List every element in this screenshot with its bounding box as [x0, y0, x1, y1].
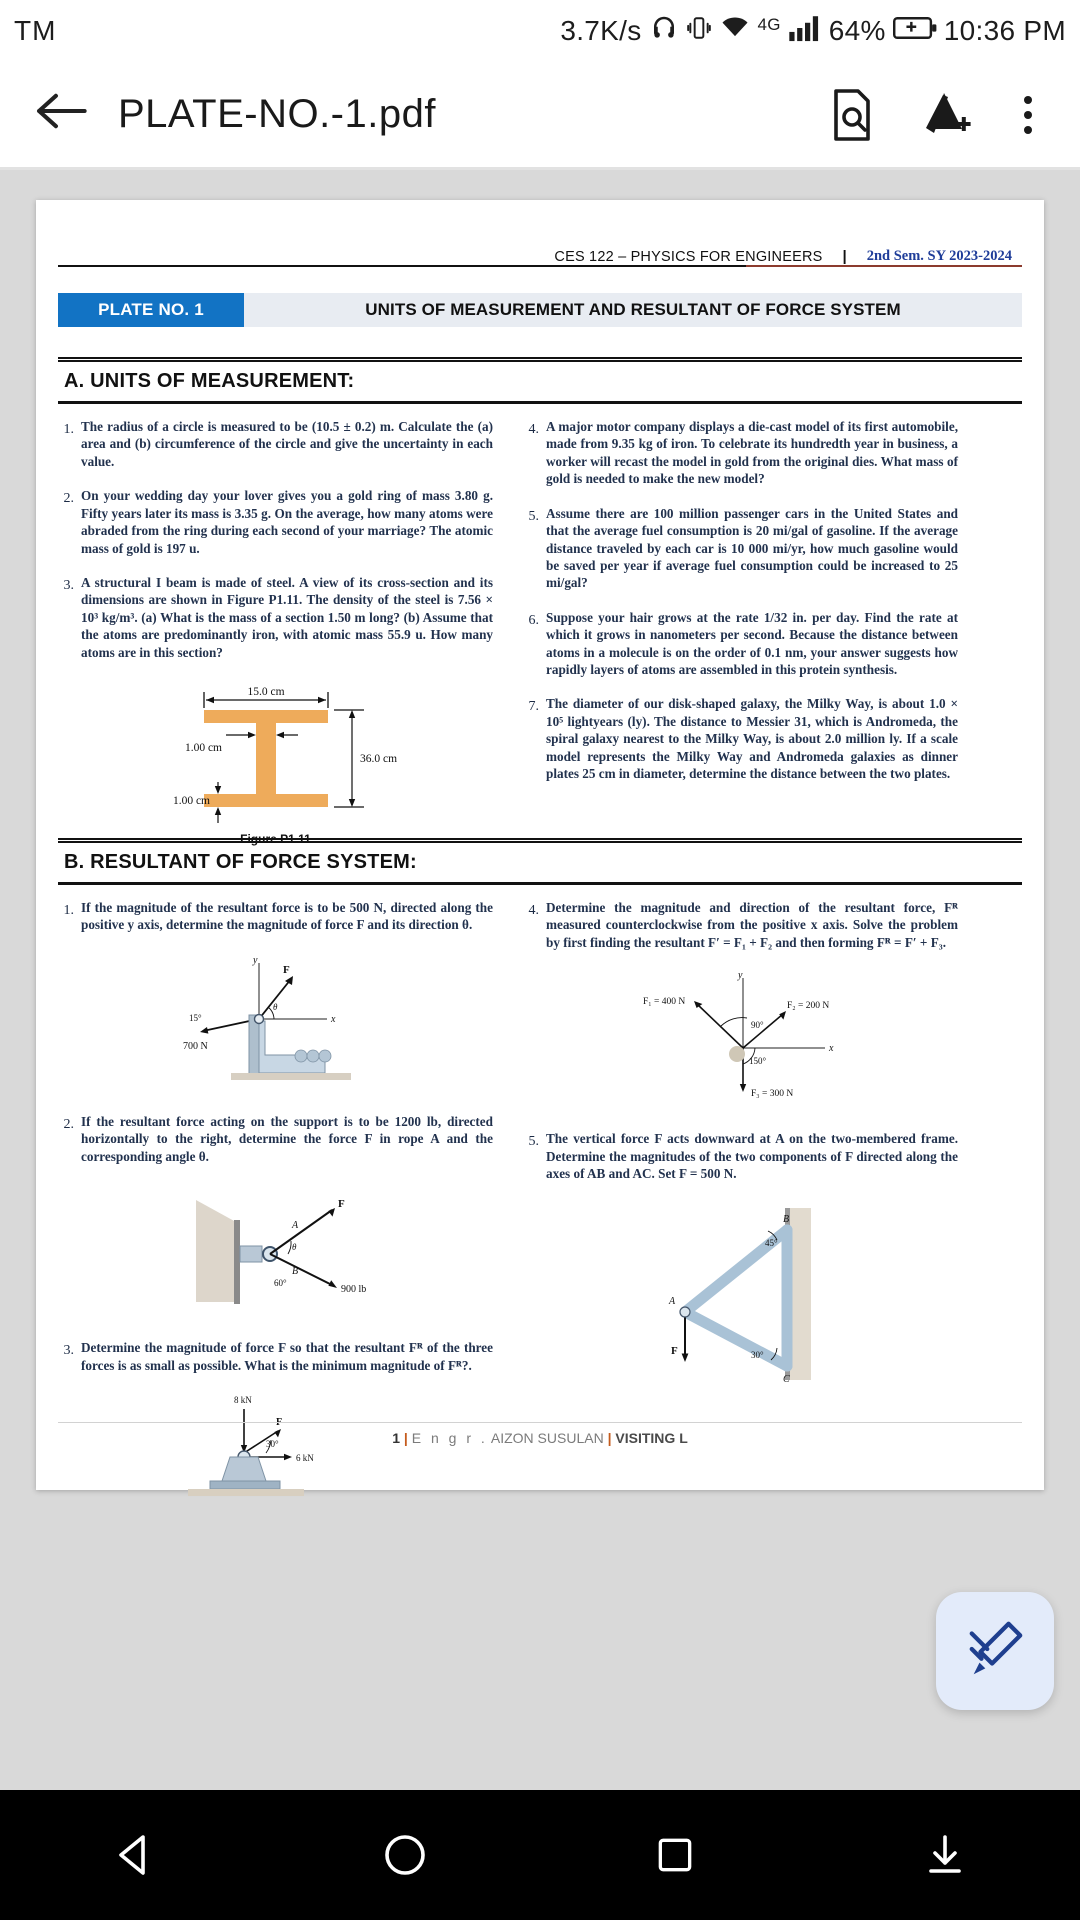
- svg-text:C: C: [782, 1373, 790, 1385]
- ibeam-web-label: 1.00 cm: [184, 742, 222, 755]
- problem-text: Determine the magnitude and direction of the resultant force, Fᴿ measured counterclockwise from the positive x axis. Solve the problem by first finding the resultant F′ = F₁ + F₂ and then forming Fᴿ = F′ + F₃.: [546, 900, 958, 950]
- fig-b3-top-force-label: 8 kN: [233, 1395, 252, 1406]
- fig-b1-f-label: F: [282, 963, 290, 976]
- clock-label: 10:36 PM: [943, 15, 1066, 46]
- problem-text: A major motor company displays a die-cast model of its first automobile, made from 9.35 kg of iron. To celebrate its hundredth year in business, a worker will recast the model in gold from the original dies. What mass of gold is needed to make the new model?: [546, 419, 958, 487]
- app-bar: [0, 62, 1080, 167]
- home-nav-icon[interactable]: [345, 1810, 465, 1900]
- ibeam-flange-label: 1.00 cm: [172, 795, 210, 808]
- add-to-drive-icon[interactable]: [920, 89, 972, 141]
- svg-text:15°: 15°: [188, 1012, 202, 1023]
- problem-number: 4.: [528, 903, 539, 919]
- back-icon[interactable]: [34, 90, 92, 139]
- pdf-viewer[interactable]: [0, 170, 1080, 1790]
- figure-ibeam: [58, 678, 493, 847]
- svg-text:y: y: [252, 954, 257, 966]
- ibeam-height-label: 36.0 cm: [359, 753, 397, 766]
- overflow-menu-icon[interactable]: [1018, 96, 1038, 134]
- document-footer: [58, 1422, 1022, 1446]
- figure-b4: [523, 968, 958, 1118]
- svg-text:x: x: [330, 1013, 335, 1025]
- battery-percent-label: 64%: [828, 15, 886, 46]
- network-type-label: 4G: [757, 15, 781, 34]
- download-nav-icon[interactable]: [885, 1810, 1005, 1900]
- section-a-right-column: [523, 418, 958, 830]
- problem-number: 5.: [528, 1134, 539, 1150]
- problem-number: 5.: [528, 508, 539, 524]
- plate-tag: PLATE NO. 1: [58, 293, 244, 327]
- svg-text:30°: 30°: [750, 1349, 764, 1360]
- headset-icon: [649, 13, 679, 50]
- header-separator: |: [842, 248, 847, 265]
- svg-text:90°: 90°: [750, 1020, 764, 1031]
- footer-engr-label: E n g r .: [411, 1430, 488, 1446]
- problem-item: [58, 418, 493, 470]
- svg-text:A: A: [668, 1295, 675, 1307]
- problem-item: [523, 418, 958, 488]
- annotate-fab-button[interactable]: [936, 1592, 1054, 1710]
- footer-page-number: 1: [392, 1430, 401, 1446]
- problem-text: The diameter of our disk-shaped galaxy, the Milky Way, is about 1.0 × 10⁵ lightyears (ly). The distance to Messier 31, which is Andromeda, the spiral galaxy nearest to the Milky Way, is about 2.0 million ly. If a scale model represents the Milky Way and Andromeda galaxies as dinner plates 25 cm in diameter, determine the distance between the two plates.: [546, 696, 958, 782]
- course-label: CES 122 – PHYSICS FOR ENGINEERS: [554, 249, 823, 265]
- problem-number: 7.: [528, 699, 539, 715]
- fig-b1-force-label: 700 N: [182, 1040, 208, 1052]
- figure-caption: Figure P1.11: [240, 832, 311, 847]
- problem-text: A structural I beam is made of steel. A view of its cross-section and its dimensions are shown in Figure P1.11. The density of the steel is 7.56 × 10³ kg/m³. (a) What is the mass of a section 1.50 m long? (b) Assume that the atoms are predominantly iron, with atomic mass 55.9 u. How many atoms are in this section?: [81, 574, 493, 660]
- problem-item: [523, 505, 958, 592]
- problem-item: [58, 487, 493, 557]
- figure-b3: [58, 1391, 493, 1511]
- problem-text: Suppose your hair grows at the rate 1/32 in. per day. Find the rate at which it grows in nanometers per second. Because the distance between atoms in a molecule is on the order of 0.1 nm, your answer suggests how rapidly layers of atoms are assembled in this protein synthesis.: [546, 609, 958, 678]
- problem-text: The vertical force F acts downward at A on the two-membered frame. Determine the magnitudes of the two components of F directed along the axes of AB and AC. Set F = 500 N.: [546, 1131, 958, 1182]
- plate-title: UNITS OF MEASUREMENT AND RESULTANT OF FORCE SYSTEM: [365, 300, 901, 319]
- page-title: PLATE-NO.-1.pdf: [118, 92, 436, 136]
- problem-number: 2.: [63, 491, 74, 507]
- document-search-icon[interactable]: [830, 89, 874, 141]
- svg-text:A: A: [291, 1220, 298, 1232]
- problem-text: If the magnitude of the resultant force is to be 500 N, directed along the positive y axis, determine the magnitude of force F and its direction θ.: [81, 900, 493, 933]
- wifi-icon: [719, 13, 751, 50]
- section-a-columns: [58, 418, 1022, 847]
- annotate-pen-icon: [964, 1618, 1026, 1685]
- problem-item: [58, 1113, 493, 1165]
- system-nav-bar: [0, 1790, 1080, 1920]
- footer-role-label: VISITING L: [615, 1430, 688, 1446]
- svg-text:60°: 60°: [273, 1278, 287, 1289]
- fig-b4-f2-label: F₂ = 200 N: [786, 1001, 829, 1012]
- problem-number: 4.: [528, 422, 539, 437]
- semester-label: 2nd Sem. SY 2023-2024: [866, 248, 1012, 264]
- problem-text: The radius of a circle is measured to be (10.5 ± 0.2) m. Calculate the (a) area and (b) circumference of the circle and give the uncertainty in each value.: [81, 419, 493, 469]
- problem-text: Assume there are 100 million passenger cars in the United States and that the average fuel consumption is 20 mi/gal of gasoline. If the average distance traveled by each car is 10 000 mi/yr, how much gasoline would be saved per year if average fuel consumption could be increased to 25 mi/gal?: [546, 505, 958, 591]
- svg-text:B: B: [782, 1213, 789, 1225]
- problem-number: 3.: [63, 577, 74, 593]
- svg-text:150°: 150°: [748, 1056, 766, 1067]
- svg-text:y: y: [737, 970, 742, 982]
- fig-b2-f-label: F: [337, 1198, 345, 1211]
- problem-text: On your wedding day your lover gives you a gold ring of mass 3.80 g. Fifty years later its mass is 3.35 g. On the average, how many atoms were abraded from the ring during each second of your marriage? The atomic mass of gold is 197 u.: [81, 488, 493, 556]
- svg-text:30°: 30°: [265, 1439, 279, 1450]
- problem-number: 3.: [63, 1343, 74, 1359]
- fig-b5-f-label: F: [670, 1344, 678, 1357]
- recents-nav-icon[interactable]: [615, 1810, 735, 1900]
- carrier-label: TM: [14, 15, 57, 46]
- fig-b4-f3-label: F₃ = 300 N: [750, 1089, 793, 1100]
- footer-separator-2: |: [607, 1430, 612, 1446]
- section-b-title: B. RESULTANT OF FORCE SYSTEM:: [64, 851, 417, 874]
- problem-text: Determine the magnitude of force F so that the resultant Fᴿ of the three forces is as small as possible. What is the minimum magnitude of Fᴿ?.: [81, 1340, 493, 1373]
- back-nav-icon[interactable]: [75, 1810, 195, 1900]
- svg-text:45°: 45°: [764, 1237, 778, 1248]
- fig-b4-f1-label: F₁ = 400 N: [642, 997, 685, 1008]
- network-speed-label: 3.7K/s: [560, 15, 642, 46]
- problem-item: [58, 1339, 493, 1374]
- ibeam-width-label: 15.0 cm: [246, 686, 285, 699]
- plate-banner: [58, 293, 1022, 327]
- document-header: [58, 200, 1022, 267]
- fig-b3-right-force-label: 6 kN: [295, 1453, 314, 1464]
- problem-item: [523, 609, 958, 679]
- battery-charging-icon: [893, 14, 937, 49]
- problem-number: 1.: [63, 903, 74, 919]
- svg-text:B: B: [291, 1266, 298, 1278]
- figure-b2: [58, 1182, 493, 1327]
- footer-separator-1: |: [403, 1430, 408, 1446]
- svg-text:θ: θ: [291, 1242, 296, 1253]
- footer-author-name: AIZON SUSULAN: [490, 1430, 604, 1446]
- problem-item: [58, 574, 493, 661]
- vibrate-icon: [686, 13, 712, 50]
- problem-number: 1.: [63, 422, 74, 437]
- problem-number: 6.: [528, 612, 539, 628]
- pdf-page: [36, 200, 1044, 1490]
- header-rule: [58, 265, 1022, 267]
- svg-text:θ: θ: [272, 1001, 277, 1012]
- section-a-title: A. UNITS OF MEASUREMENT:: [64, 370, 355, 392]
- figure-b1: [58, 951, 493, 1101]
- svg-text:x: x: [828, 1043, 833, 1055]
- problem-item: [58, 899, 493, 934]
- section-a-left-column: [58, 418, 493, 847]
- problem-item: [523, 899, 958, 951]
- problem-number: 2.: [63, 1116, 74, 1132]
- problem-item: [523, 1130, 958, 1182]
- status-bar: [0, 0, 1080, 62]
- figure-b5: [523, 1200, 958, 1400]
- problem-text: If the resultant force acting on the support is to be 1200 lb, directed horizontally to the right, determine the force F in rope A and the corresponding angle θ.: [81, 1113, 493, 1164]
- problem-item: [523, 695, 958, 782]
- signal-bars-icon: [788, 13, 822, 50]
- fig-b3-f-label: F: [275, 1417, 282, 1429]
- section-a-heading: [58, 357, 1022, 404]
- fig-b2-force-label: 900 lb: [340, 1284, 366, 1296]
